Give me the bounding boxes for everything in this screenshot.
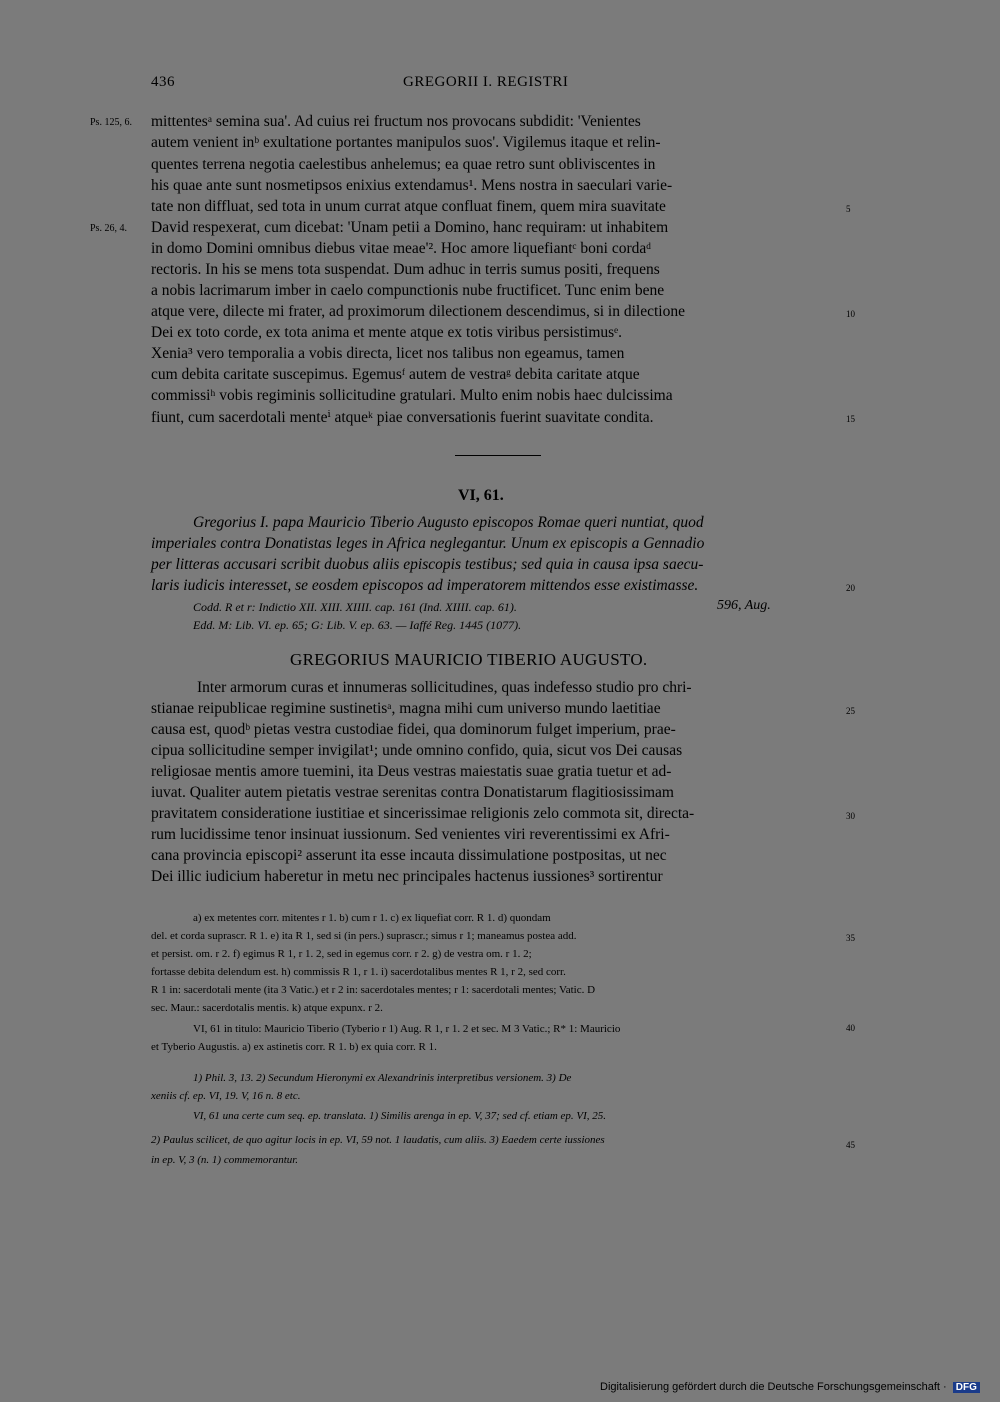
text-line: David respexerat, cum dicebat: 'Unam petii a Domino, hanc requiram: ut inhabitem [151,219,669,236]
text-line: cum debita caritate suscepimus. Egemusᶠ autem de vestraᵍ debita caritate atque [151,366,640,383]
margin-reference: Ps. 26, 4. [90,223,127,234]
body-line: iuvat. Qualiter autem pietatis vestrae serenitas contra Donatistarum flagitiosissimam [151,784,674,801]
text-line: a nobis lacrimarum imber in caelo compunctionis nube fructificet. Tunc enim bene [151,282,665,299]
summary-line: laris iudicis interesset, se eosdem episcopos ad imperatorem mittendos esse existimasse. [151,577,699,594]
text-line: his quae ante sunt nosmetipsos enixius extendamus¹. Mens nostra in saeculari varie- [151,177,673,194]
section-divider [455,455,541,456]
body-line: Inter armorum curas et innumeras sollicitudines, quas indefesso studio pro chri- [197,679,692,696]
body-line: religiosae mentis amore tuemini, ita Deus vestras maiestatis suae gratia tuetur et ad- [151,763,672,780]
codices-line: Codd. R et r: Indictio XII. XIII. XIIII. cap. 161 (Ind. XIIII. cap. 61). [193,600,517,614]
body-line: causa est, quodᵇ pietas vestra custodiae fidei, qua dominorum fulget imperium, prae- [151,721,676,738]
summary-line: Gregorius I. papa Mauricio Tiberio Augusto episcopos Romae queri nuntiat, quod [193,514,704,531]
text-line: commissiʰ vobis regiminis sollicitudine gratulari. Multo enim nobis haec dulcissima [151,387,673,404]
body-line: cana provincia episcopi² asserunt ita esse incauta dissimulatione postpositas, ut nec [151,847,667,864]
apparatus-line: et persist. om. r 2. f) egimus R 1, r 1. 2, sed in egemus corr. r 2. g) de vestra om. r 1. 2; [151,948,532,960]
note-line: xeniis cf. ep. VI, 19. V, 16 n. 8 etc. [151,1090,301,1102]
line-number: 30 [846,811,855,821]
text-line: in domo Domini omnibus diebus vitae meae'². Hoc amore liquefiantᶜ boni cordaᵈ [151,240,652,257]
text-line: Xenia³ vero temporalia a vobis directa, licet nos talibus non egeamus, tamen [151,345,625,362]
summary-line: imperiales contra Donatistas leges in Africa neglegantur. Unum ex episcopis a Gennadio [151,535,705,552]
apparatus-line: fortasse debita delendum est. h) commissis R 1, r 1. i) sacerdotalibus mentes R 1, r 2, sed corr. [151,966,566,978]
note-line: VI, 61 una certe cum seq. ep. translata. 1) Similis arenga in ep. V, 37; sed cf. etiam ep. VI, 25. [193,1110,607,1122]
text-line: Dei ex toto corde, ex tota anima et mente atque ex totis viribus persistimusᵉ. [151,324,623,341]
page-number: 436 [151,74,175,90]
letter-date: 596, Aug. [717,598,771,613]
apparatus-line: a) ex metentes corr. mitentes r 1. b) cum r 1. c) ex liquefiat corr. R 1. d) quondam [193,912,551,924]
line-number: 15 [846,414,855,424]
funding-text: Digitalisierung gefördert durch die Deutsche Forschungsgemeinschaft · [600,1381,947,1393]
line-number: 10 [846,309,855,319]
funding-footer [600,1381,980,1393]
line-number: 45 [846,1140,855,1150]
margin-reference: Ps. 125, 6. [90,117,132,128]
text-line: fiunt, cum sacerdotali menteⁱ atqueᵏ piae conversationis fuerint suavitate condita. [151,409,654,426]
apparatus-line: R 1 in: sacerdotali mente (ita 3 Vatic.) et r 2 in: sacerdotales mentes; r 1: sacerdotali mentes; Vatic. D [151,984,596,996]
line-number: 5 [846,204,851,214]
line-number: 35 [846,933,855,943]
text-line: quentes terrena negotia caelestibus anhelemus; ea quae retro sunt obliviscentes in [151,156,656,173]
text-line: rectoris. In his se mens tota suspendat. Dum adhuc in terris sumus positi, frequens [151,261,660,278]
apparatus-line: VI, 61 in titulo: Mauricio Tiberio (Tyberio r 1) Aug. R 1, r 1. 2 et sec. M 3 Vatic.; R* 1: Mauricio [193,1023,621,1035]
apparatus-line: et Tyberio Augustis. a) ex astinetis corr. R 1. b) ex quia corr. R 1. [151,1041,437,1053]
body-line: rum lucidissime tenor insinuat iussionum. Sed venientes viri reverentissimi ex Afri- [151,826,670,843]
text-line: tate non diffluat, sed tota in unum currat atque confluat finem, quem mira suavitate [151,198,666,215]
editions-line: Edd. M: Lib. VI. ep. 65; G: Lib. V. ep. 63. — Iaffé Reg. 1445 (1077). [193,618,522,632]
body-line: pravitatem consideratione iustitiae et sincerissimae religionis zelo commota sit, directa- [151,805,695,822]
note-line: in ep. V, 3 (n. 1) commemorantur. [151,1154,299,1166]
body-line: cipua sollicitudine semper invigilat¹; unde omnino confido, quia, sicut vos Dei causas [151,742,683,759]
note-line: 1) Phil. 3, 13. 2) Secundum Hieronymi ex Alexandrinis interpretibus versionem. 3) De [193,1072,572,1084]
letter-number: VI, 61. [458,487,504,504]
body-line: stianae reipublicae regimine sustinetisᵃ, magna mihi cum universo mundo laetitiae [151,700,661,717]
note-line: 2) Paulus scilicet, de quo agitur locis in ep. VI, 59 not. 1 laudatis, cum aliis. 3) Eaedem certe iussiones [151,1134,605,1146]
text-line: mittentesᵃ semina sua'. Ad cuius rei fructum nos provocans subdidit: 'Venientes [151,113,641,130]
line-number: 20 [846,583,855,593]
summary-line: per litteras accusari scribit duobus aliis episcopis testibus; sed quia in causa ipsa saecu- [151,556,704,573]
line-number: 40 [846,1023,855,1033]
dfg-logo[interactable]: DFG [953,1382,980,1393]
text-line: atque vere, dilecte mi frater, ad proximorum dilectionem descendimus, si in dilectione [151,303,685,320]
addressee-heading: GREGORIUS MAURICIO TIBERIO AUGUSTO. [290,650,648,669]
apparatus-line: sec. Maur.: sacerdotalis mentis. k) atque expunx. r 2. [151,1002,383,1014]
text-line: autem venient inᵇ exultatione portantes manipulos suos'. Vigilemus itaque et relin- [151,134,661,151]
body-line: Dei illic iudicium haberetur in metu nec principales hactenus iussiones³ sortirentur [151,868,663,885]
apparatus-line: del. et corda suprascr. R 1. e) ita R 1, sed si (in pers.) suprascr.; simus r 1; maneamus postea add. [151,930,577,942]
running-title: GREGORII I. REGISTRI [403,74,569,90]
line-number: 25 [846,706,855,716]
